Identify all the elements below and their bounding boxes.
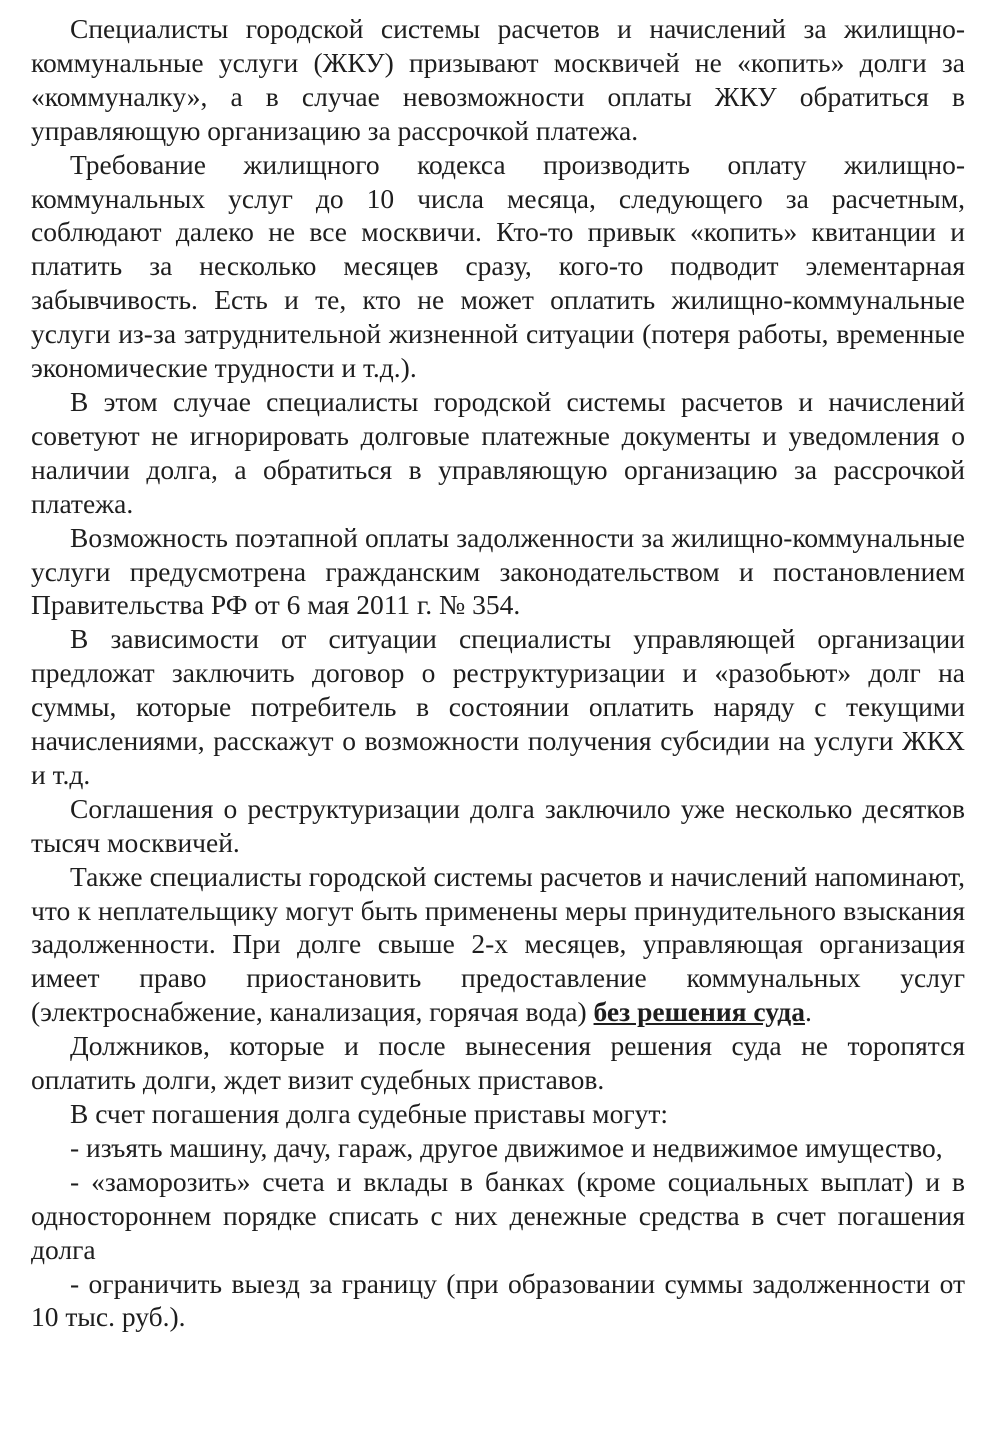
list-item-seize-property: - изъять машину, дачу, гараж, другое движимое и недвижимое имущество,: [70, 1131, 943, 1163]
enforcement-period: .: [804, 996, 812, 1028]
paragraph-advice: В этом случае специалисты городской системы расчетов и начислений советуют не игнорировать долговые платежные документы и уведомления о наличии долга, а обратиться в управляющую организацию за рассрочкой платежа.: [31, 385, 965, 519]
paragraph-housing-code: Требование жилищного кодекса производить оплату жилищно-коммунальных услуг до 10 числа месяца, следующего за расчетным, соблюдают далеко не все москвичи. Кто-то привык «копить» квитанции и платить за несколько месяцев сразу, кого-то подводит элементарная забывчивость. Есть и те, кто не может оплатить жилищно-коммунальные услуги из-за затруднительной жизненной ситуации (потеря работы, временные экономические трудности и т.д.).: [31, 148, 965, 384]
paragraph-intro: Специалисты городской системы расчетов и начислений за жилищно-коммунальные услуги (ЖКУ) призывают москвичей не «копить» долги за «коммуналку», а в случае невозможности оплаты ЖКУ обратиться в управляющую организацию за рассрочкой платежа.: [31, 13, 965, 146]
emphasis-without-court: без решения суда: [593, 996, 805, 1028]
list-item-freeze-accounts: - «заморозить» счета и вклады в банках (кроме социальных выплат) и в одностороннем порядке списать с них денежные средства в счет погашения долга: [31, 1165, 965, 1265]
paragraph-enforcement: [31, 860, 965, 1030]
document-page: [31, 12, 965, 1334]
paragraph-installment-law: Возможность поэтапной оплаты задолженности за жилищно-коммунальные услуги предусмотрена гражданским законодательством и постановлением Правительства РФ от 6 мая 2011 г. № 354.: [31, 521, 965, 621]
paragraph-bailiff-actions-intro: В счет погашения долга судебные приставы могут:: [70, 1098, 669, 1129]
paragraph-bailiffs: Должников, которые и после вынесения решения суда не торопятся оплатить долги, ждет визит судебных приставов.: [31, 1030, 965, 1096]
paragraph-restructuring-offer: В зависимости от ситуации специалисты управляющей организации предложат заключить договор о реструктуризации и «разобьют» долг на суммы, которые потребитель в состоянии оплатить наряду с текущими начислениями, расскажут о возможности получения субсидии на услуги ЖКХ и т.д.: [31, 623, 965, 790]
enforcement-text: Также специалисты городской системы расчетов и начислений напоминают, что к неплательщику могут быть применены меры принудительного взыскания задолженности. При долге свыше 2-х месяцев, управляющая организация имеет право приостановить предоставление коммунальных услуг (электроснабжение, канализация, горячая вода): [31, 860, 965, 1028]
list-item-travel-ban: - ограничить выезд за границу (при образовании суммы задолженности от 10 тыс. руб.).: [31, 1267, 965, 1333]
paragraph-agreements-count: Соглашения о реструктуризации долга заключило уже несколько десятков тысяч москвичей.: [31, 792, 965, 858]
